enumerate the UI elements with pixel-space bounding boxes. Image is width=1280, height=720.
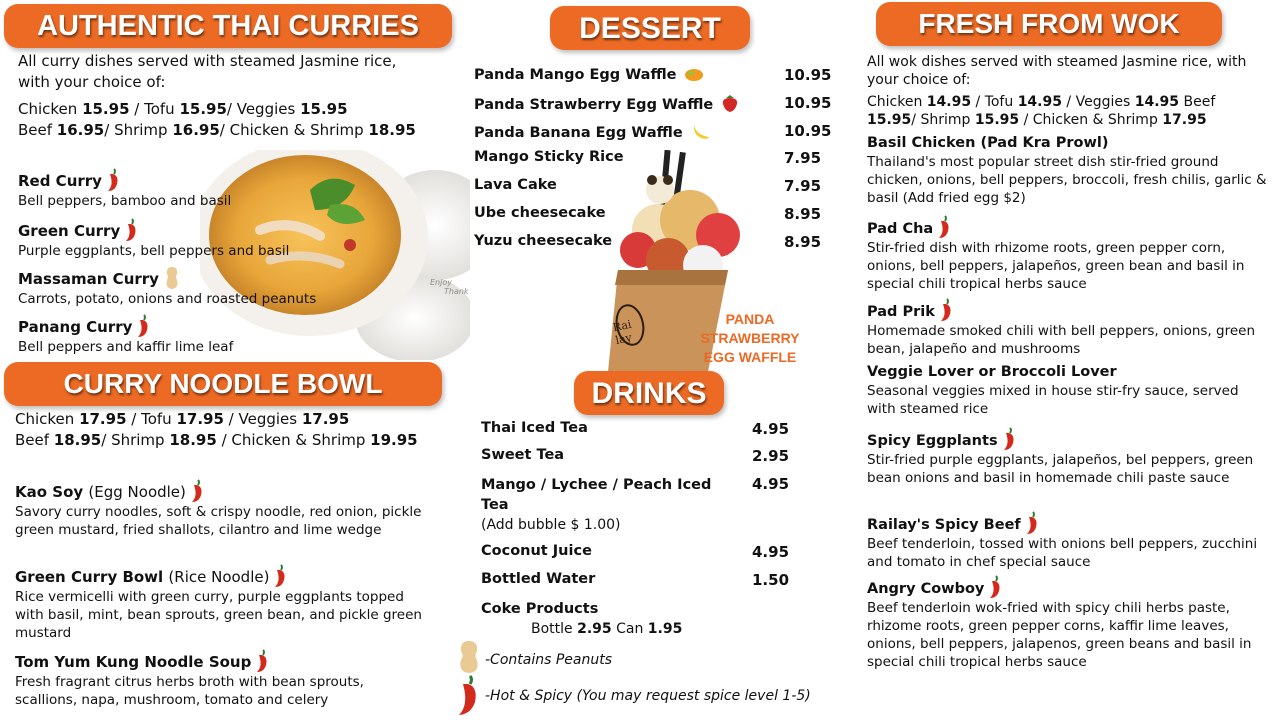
price-value: 14.95 <box>1134 94 1180 110</box>
wok-pricing <box>867 93 1267 129</box>
noodles-pricing <box>15 409 435 451</box>
price-label: Chicken <box>18 100 83 118</box>
noodle-item-desc: Fresh fragrant citrus herbs broth with bean sprouts, scallions, napa, mushroom, tomato and celery <box>15 674 364 708</box>
curry-item-desc: Carrots, potato, onions and roasted peanuts <box>18 291 317 307</box>
price-value: 16.95 <box>172 121 220 139</box>
wok-item-desc: Homemade smoked chili with bell peppers, onions, green bean, jalapeño and mushrooms <box>867 323 1255 357</box>
legend-spicy <box>456 674 836 716</box>
drink-item-name: Bottled Water <box>481 571 596 587</box>
dessert-item-name: Panda Strawberry Egg Waffle <box>474 94 739 116</box>
plate-text-line2: Thank <box>444 287 469 296</box>
curry-item-name: Panang Curry <box>18 318 133 336</box>
legend-peanuts-text: -Contains Peanuts <box>485 652 613 668</box>
curry-item-desc: Bell peppers, bamboo and basil <box>18 193 232 209</box>
dessert-item-price: 8.95 <box>784 233 822 251</box>
wok-intro <box>867 53 1267 89</box>
wok-item-desc: Beef tenderloin wok-fried with spicy chili herbs paste, rhizome roots, green pepper corns, kaffir lime leaves, onions, bell peppers, jalapenos, green beans and basil in special chili tropical herbs sauce <box>867 600 1252 670</box>
wok-title: FRESH FROM WOK <box>876 2 1222 46</box>
price-value: 18.95 <box>169 431 217 449</box>
wok-item <box>867 575 1267 671</box>
drink-item-price: 1.50 <box>752 571 790 589</box>
dessert-item-price: 8.95 <box>784 205 822 223</box>
noodle-item-name: Tom Yum Kung Noodle Soup <box>15 653 252 671</box>
price-label: Beef <box>18 121 57 139</box>
price-value: 19.95 <box>370 431 418 449</box>
coke-item-prices <box>531 619 801 639</box>
curry-item-name: Massaman Curry <box>18 270 159 288</box>
price-label: Chicken <box>15 410 80 428</box>
coke-item-name: Coke Products <box>481 601 599 617</box>
price-value: 18.95 <box>53 431 102 449</box>
drink-item-price: 4.95 <box>752 420 790 438</box>
caption-line: EGG WAFFLE <box>703 349 797 365</box>
strawberry-icon <box>721 94 739 116</box>
drink-item-note: (Add bubble $ 1.00) <box>481 517 621 533</box>
chili-pepper-icon <box>136 314 150 338</box>
plate-text-line1: Enjoy <box>430 278 452 287</box>
noodle-item <box>15 479 425 539</box>
coke-bottle-price: 2.95 <box>577 621 612 637</box>
price-value: 17.95 <box>79 410 127 428</box>
chili-pepper-icon <box>124 218 138 242</box>
curries-title: AUTHENTIC THAI CURRIES <box>4 4 452 48</box>
curry-item-desc: Purple eggplants, bell peppers and basil <box>18 243 290 259</box>
noodle-item-name: Green Curry Bowl <box>15 568 164 586</box>
dessert-item-price: 7.95 <box>784 149 822 167</box>
noodle-item-name: Kao Soy <box>15 483 84 501</box>
drink-item-price: 2.95 <box>752 447 790 465</box>
price-label: / Veggies <box>223 410 302 428</box>
peanut-icon <box>458 640 480 678</box>
legend-spicy-text: -Hot & Spicy (You may request spice level 1-5) <box>485 688 811 704</box>
price-label: / Veggies <box>1061 94 1135 110</box>
wok-item-name: Pad Cha <box>867 221 934 237</box>
wok-item <box>867 427 1267 487</box>
cup-logo: Rai lay <box>611 317 633 348</box>
dessert-item-name: Yuzu cheesecake <box>474 233 613 249</box>
noodle-item <box>15 564 425 642</box>
noodle-item-sub: (Egg Noodle) <box>88 483 186 501</box>
wok-item <box>867 511 1267 571</box>
dessert-item <box>474 66 834 86</box>
caption-line: STRAWBERRY <box>700 330 800 346</box>
coke-can-price: 1.95 <box>647 621 683 637</box>
chili-pepper-icon <box>456 674 480 720</box>
chili-pepper-icon <box>1025 511 1039 535</box>
noodle-item-desc: Savory curry noodles, soft & crispy noodle, red onion, pickle green mustard, fried shallots, cilantro and lime wedge <box>15 504 422 538</box>
price-value: 17.95 <box>301 410 350 428</box>
wok-item-name: Pad Prik <box>867 304 935 320</box>
caption-line: PANDA <box>725 311 775 327</box>
curry-item <box>18 218 289 260</box>
price-label: / Shrimp <box>104 121 173 139</box>
chili-pepper-icon <box>939 298 953 322</box>
wok-item-desc: Stir-fried dish with rhizome roots, green pepper corn, onions, bell peppers, jalapeños, green bean and basil in special chili tropical herbs sauce <box>867 240 1245 292</box>
chili-pepper-icon <box>1002 427 1016 451</box>
noodle-item-sub: (Rice Noodle) <box>168 568 270 586</box>
price-value: 15.95 <box>300 100 348 118</box>
waffle-photo-caption <box>688 310 812 367</box>
drink-item <box>481 543 801 563</box>
chili-pepper-icon <box>255 649 269 673</box>
dessert-title: DESSERT <box>550 6 750 50</box>
wok-item-name: Spicy Eggplants <box>867 433 998 449</box>
wok-item-desc: Thailand's most popular street dish stir-fried ground chicken, onions, bell peppers, broccoli, fresh chilis, garlic & basil (Add fried egg $2) <box>867 154 1267 206</box>
curry-item <box>18 168 231 210</box>
noodles-title: CURRY NOODLE BOWL <box>4 362 442 406</box>
price-value: 15.95 <box>179 100 227 118</box>
price-label: Beef <box>1179 94 1216 110</box>
chili-pepper-icon <box>190 479 204 503</box>
drink-item-name: Mango / Lychee / Peach Iced Tea <box>481 477 712 513</box>
noodle-item-desc: Rice vermicelli with green curry, purple eggplants topped with basil, mint, bean sprouts, green bean, and pickle green mustard <box>15 589 422 641</box>
drink-item <box>481 571 801 591</box>
drink-item-price: 4.95 <box>752 475 790 493</box>
price-value: 14.95 <box>926 94 972 110</box>
wok-item <box>867 134 1267 207</box>
drink-item-name: Coconut Juice <box>481 543 592 559</box>
chili-pepper-icon <box>106 168 120 192</box>
wok-item <box>867 298 1267 358</box>
price-label: / Tofu <box>129 100 180 118</box>
curry-item <box>18 266 316 308</box>
dessert-item-name: Panda Banana Egg Waffle <box>474 122 711 144</box>
dessert-item-price: 10.95 <box>784 94 832 112</box>
price-value: 17.95 <box>1162 112 1207 128</box>
drink-item <box>481 447 801 467</box>
mango-icon <box>684 66 704 86</box>
dessert-item-name: Mango Sticky Rice <box>474 149 624 165</box>
price-value: 17.95 <box>176 410 224 428</box>
price-label: Chicken <box>867 94 927 110</box>
wok-item-name: Railay's Spicy Beef <box>867 517 1021 533</box>
price-label: / Veggies <box>226 100 301 118</box>
dessert-item-price: 7.95 <box>784 177 822 195</box>
price-value: 15.95 <box>974 112 1020 128</box>
drink-item-name: Thai Iced Tea <box>481 420 588 436</box>
banana-icon <box>691 122 711 144</box>
dessert-item-name: Ube cheesecake <box>474 205 606 221</box>
chili-pepper-icon <box>988 575 1002 599</box>
wok-item-name: Angry Cowboy <box>867 581 985 597</box>
wok-item-desc: Seasonal veggies mixed in house stir-fry sauce, served with steamed rice <box>867 383 1239 417</box>
dessert-item-price: 10.95 <box>784 122 832 140</box>
drinks-title: DRINKS <box>574 371 724 415</box>
wok-item-desc: Beef tenderloin, tossed with onions bell peppers, zucchini and tomato in chef special sauce <box>867 536 1258 570</box>
curry-item-name: Green Curry <box>18 222 121 240</box>
price-label: / Chicken & Shrimp <box>216 431 371 449</box>
price-value: 16.95 <box>56 121 105 139</box>
drink-item <box>481 475 801 535</box>
dessert-item <box>474 122 834 142</box>
dessert-item-name: Panda Mango Egg Waffle <box>474 66 704 86</box>
wok-intro-text: All wok dishes served with steamed Jasmine rice, with your choice of: <box>867 54 1247 88</box>
price-value: 18.95 <box>368 121 416 139</box>
curries-intro <box>18 51 418 93</box>
legend-peanuts <box>458 640 658 674</box>
wok-item <box>867 215 1267 293</box>
curry-item-desc: Bell peppers and kaffir lime leaf <box>18 339 234 355</box>
price-value: 15.95 <box>867 112 912 128</box>
price-value: 15.95 <box>82 100 130 118</box>
curries-intro-text: All curry dishes served with steamed Jasmine rice, with your choice of: <box>18 52 397 91</box>
coke-item <box>481 599 801 639</box>
price-label: / Shrimp <box>101 431 170 449</box>
price-label: Beef <box>15 431 54 449</box>
coke-can-label: Can <box>611 621 648 637</box>
noodle-item <box>15 649 425 709</box>
dessert-item-price: 10.95 <box>784 66 832 84</box>
curry-item <box>18 314 233 356</box>
price-label: / Shrimp <box>911 112 975 128</box>
peanut-icon <box>165 266 179 290</box>
drink-item-name: Sweet Tea <box>481 447 565 463</box>
wok-item <box>867 363 1267 418</box>
drink-item-price: 4.95 <box>752 543 790 561</box>
curries-pricing <box>18 99 418 141</box>
wok-item-desc: Stir-fried purple eggplants, jalapeños, bel peppers, green bean onions and basil in homemade chili paste sauce <box>867 452 1254 486</box>
wok-item-name: Basil Chicken (Pad Kra Prowl) <box>867 135 1109 151</box>
price-label: / Tofu <box>971 94 1018 110</box>
dessert-item <box>474 94 834 114</box>
dessert-item-name: Lava Cake <box>474 177 557 193</box>
drink-item <box>481 420 801 440</box>
price-label: / Chicken & Shrimp <box>1019 112 1163 128</box>
curry-item-name: Red Curry <box>18 172 102 190</box>
chili-pepper-icon <box>937 215 951 239</box>
price-value: 14.95 <box>1017 94 1062 110</box>
coke-bottle-label: Bottle <box>531 621 578 637</box>
chili-pepper-icon <box>273 564 287 588</box>
plate-text <box>430 278 469 296</box>
price-label: / Tofu <box>126 410 177 428</box>
wok-item-name: Veggie Lover or Broccoli Lover <box>867 364 1117 380</box>
price-label: / Chicken & Shrimp <box>219 121 369 139</box>
